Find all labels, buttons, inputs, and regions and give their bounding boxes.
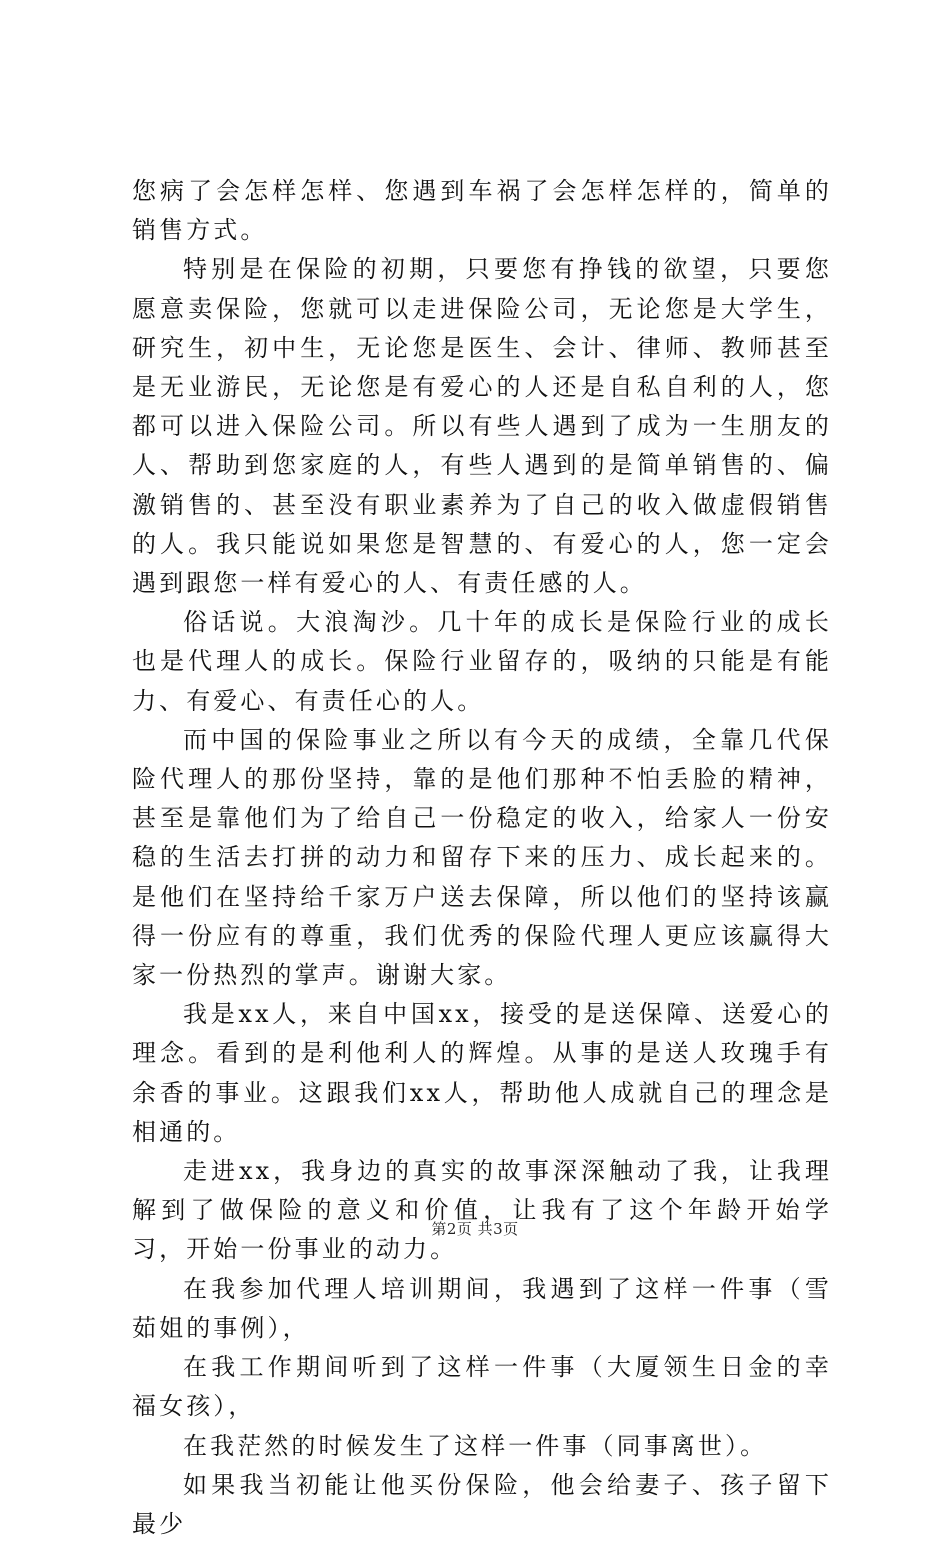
document-body (132, 172, 832, 1544)
paragraph-7: 在我参加代理人培训期间，我遇到了这样一件事（雪茹姐的事例）， (132, 1274, 832, 1342)
page-footer: 第2页 共3页 (431, 1220, 519, 1238)
paragraph-8: 在我工作期间听到了这样一件事（大厦领生日金的幸福女孩）， (132, 1353, 832, 1421)
paragraph-3: 俗话说。大浪淘沙。几十年的成长是保险行业的成长也是代理人的成长。保险行业留存的，吸纳的只能是有能力、有爱心、有责任心的人。 (132, 608, 832, 715)
paragraph-6: 走进xx，我身边的真实的故事深深触动了我，让我理解到了做保险的意义和价值，让我有了这个年龄开始学习，开始一份事业的动力。 (132, 1157, 832, 1264)
paragraph-2: 特别是在保险的初期，只要您有挣钱的欲望，只要您愿意卖保险，您就可以走进保险公司，无论您是大学生，研究生，初中生，无论您是医生、会计、律师、教师甚至是无业游民，无论您是有爱心的人还是自私自利的人，您都可以进入保险公司。所以有些人遇到了成为一生朋友的人、帮助到您家庭的人，有些人遇到的是简单销售的、偏激销售的、甚至没有职业素养为了自己的收入做虚假销售的人。我只能说如果您是智慧的、有爱心的人，您一定会遇到跟您一样有爱心的人、有责任感的人。 (132, 255, 832, 598)
paragraph-4: 而中国的保险事业之所以有今天的成绩，全靠几代保险代理人的那份坚持，靠的是他们那种不怕丢脸的精神，甚至是靠他们为了给自己一份稳定的收入，给家人一份安稳的生活去打拼的动力和留存下来的压力、成长起来的。是他们在坚持给千家万户送去保障，所以他们的坚持该赢得一份应有的尊重，我们优秀的保险代理人更应该赢得大家一份热烈的掌声。谢谢大家。 (132, 725, 832, 990)
paragraph-5: 我是xx人，来自中国xx，接受的是送保障、送爱心的理念。看到的是利他利人的辉煌。从事的是送人玫瑰手有余香的事业。这跟我们xx人，帮助他人成就自己的理念是相通的。 (132, 1000, 832, 1146)
paragraph-10: 如果我当初能让他买份保险，他会给妻子、孩子留下最少 (132, 1470, 832, 1538)
paragraph-9: 在我茫然的时候发生了这样一件事（同事离世）。 (183, 1431, 768, 1460)
paragraph-1: 您病了会怎样怎样、您遇到车祸了会怎样怎样的，简单的销售方式。 (132, 177, 832, 245)
